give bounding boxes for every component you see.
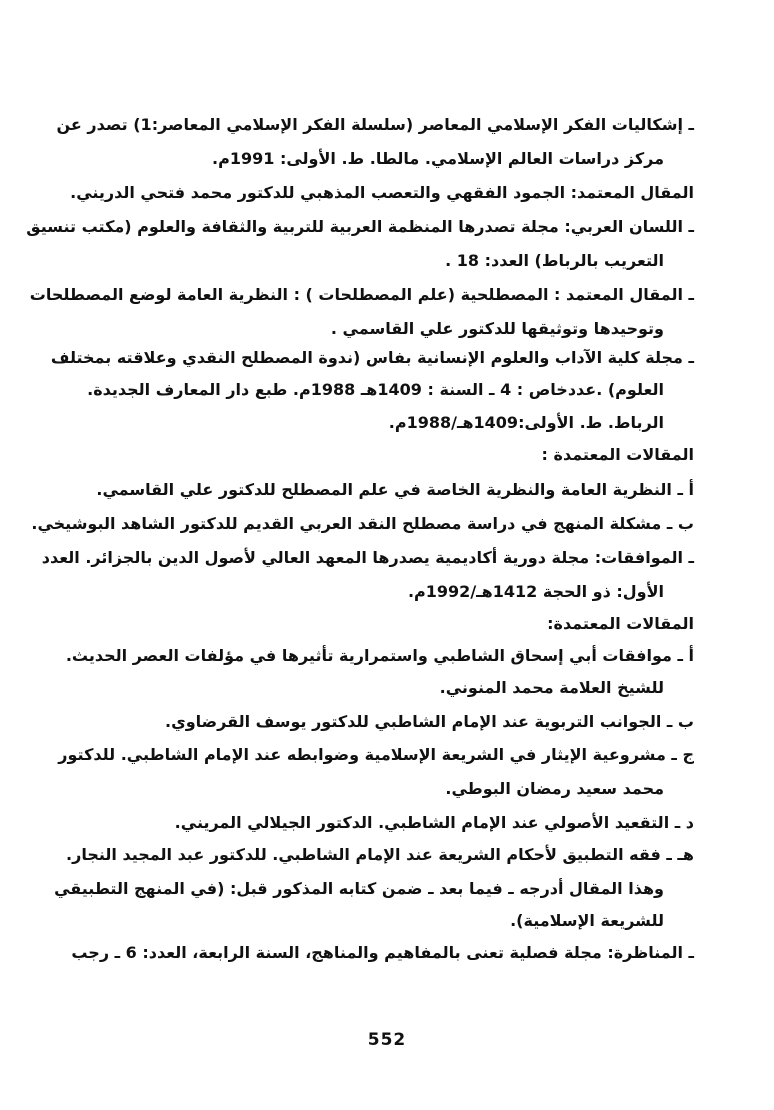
text-line-14: ـ الموافقات: مجلة دورية أكاديمية يصدرها المعهد العالي لأصول الدين بالجزائر. العدد [41, 548, 694, 567]
text-line-17: أ ـ موافقات أبي إسحاق الشاطبي واستمرارية تأثيرها في مؤلفات العصر الحديث. [65, 646, 694, 665]
text-line-25: للشريعة الإسلامية). [510, 911, 664, 930]
text-line-22: د ـ التقعيد الأصولي عند الإمام الشاطبي. الدكتور الجيلالي المريني. [174, 813, 694, 832]
text-line-7: وتوحيدها وتوثيقها للدكتور علي القاسمي . [330, 319, 664, 338]
text-line-24: وهذا المقال أدرجه ـ فيما بعد ـ ضمن كتابه المذكور قبل: (في المنهج التطبيقي [54, 879, 664, 898]
text-line-20: ج ـ مشروعية الإيثار في الشريعة الإسلامية وضوابطه عند الإمام الشاطبي. للدكتور [58, 745, 694, 764]
text-line-23: هـ ـ فقه التطبيق لأحكام الشريعة عند الإمام الشاطبي. للدكتور عبد المجيد النجار. [66, 845, 694, 864]
text-line-9: العلوم) .عددخاص : 4 ـ السنة : 1409هـ 1988م. طبع دار المعارف الجديدة. [87, 380, 664, 399]
text-line-4: ـ اللسان العربي: مجلة تصدرها المنظمة العربية للتربية والثقافة والعلوم (مكتب تنسيق [26, 217, 694, 236]
text-line-2: مركز دراسات العالم الإسلامي. مالطا. ط. الأولى: 1991م. [212, 149, 664, 168]
text-line-5: التعريب بالرباط) العدد: 18 . [445, 251, 664, 270]
page-number: 552 [367, 1030, 407, 1050]
text-line-19: ب ـ الجوانب التربوية عند الإمام الشاطبي للدكتور يوسف القرضاوي. [164, 712, 694, 731]
text-line-6: ـ المقال المعتمد : المصطلحية (علم المصطلحات ) : النظرية العامة لوضع المصطلحات [29, 285, 694, 304]
text-line-3: المقال المعتمد: الجمود الفقهي والتعصب المذهبي للدكتور محمد فتحي الدريني. [70, 183, 694, 202]
text-line-12: أ ـ النظرية العامة والنظرية الخاصة في علم المصطلح للدكتور علي القاسمي. [96, 480, 694, 499]
text-line-16: المقالات المعتمدة: [547, 614, 694, 633]
text-line-26: ـ المناظرة: مجلة فصلية تعنى بالمفاهيم والمناهج، السنة الرابعة، العدد: 6 ـ رجب [71, 943, 694, 962]
text-line-11: المقالات المعتمدة : [541, 445, 694, 464]
text-line-13: ب ـ مشكلة المنهج في دراسة مصطلح النقد العربي القديم للدكتور الشاهد البوشيخي. [31, 514, 694, 533]
text-line-8: ـ مجلة كلية الآداب والعلوم الإنسانية بفاس (ندوة المصطلح النقدي وعلاقته بمختلف [50, 348, 694, 367]
text-line-10: الرباط. ط. الأولى:1409هـ/1988م. [388, 413, 664, 432]
text-line-18: للشيخ العلامة محمد المنوني. [439, 678, 664, 697]
text-line-15: الأول: ذو الحجة 1412هـ/1992م. [407, 582, 664, 601]
text-line-1: ـ إشكاليات الفكر الإسلامي المعاصر (سلسلة الفكر الإسلامي المعاصر:1) تصدر عن [56, 115, 694, 134]
text-line-21: محمد سعيد رمضان البوطي. [445, 779, 664, 798]
